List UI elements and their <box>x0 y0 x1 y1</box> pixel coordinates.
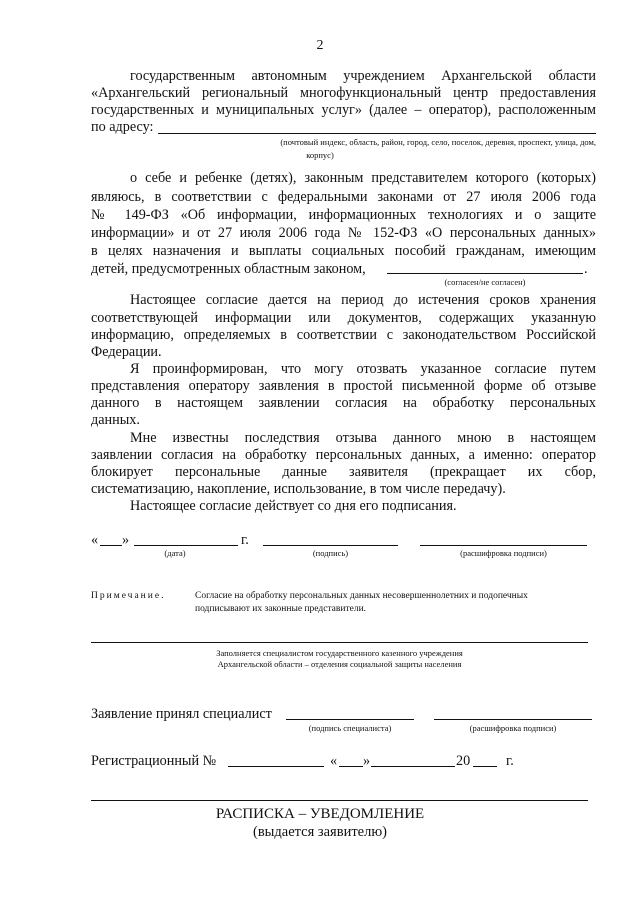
body-line: о себе и ребенке (детях), законным представителем которого (которых) <box>130 170 596 186</box>
reg-year-prefix: 20 <box>456 753 471 769</box>
body-line: № 149-ФЗ «Об информации, информационных технологиях и о защите <box>91 207 596 223</box>
body-line: «Архангельский региональный многофункциональный центр предоставления <box>91 85 596 101</box>
body-line: Федерации. <box>91 344 162 360</box>
address-hint: (почтовый индекс, область, район, город, село, поселок, деревня, проспект, улица, дом, <box>280 137 596 147</box>
body-line: Настоящее согласие действует со дня его подписания. <box>130 498 457 514</box>
date-year-suffix: г. <box>241 532 249 548</box>
reg-month-fill[interactable] <box>371 766 455 767</box>
body-line: данных. <box>91 412 140 428</box>
spec-decode-hint: (расшифровка подписи) <box>469 723 557 733</box>
consent-fill-line[interactable] <box>387 273 583 274</box>
body-line: информации» и от 27 июля 2006 года № 152-ФЗ «О персональных данных» <box>91 225 596 241</box>
date-hint: (дата) <box>164 548 186 558</box>
body-line: в целях назначения и выплаты социальных пособий гражданам, имеющим <box>91 243 596 259</box>
signature-hint: (подпись) <box>312 548 349 558</box>
receipt-title: РАСПИСКА – УВЕДОМЛЕНИЕ <box>215 806 425 822</box>
body-line: систематизацию, накопление, использование, в том числе передачу). <box>91 481 506 497</box>
address-hint-cont: корпус) <box>306 150 334 160</box>
reg-year-fill[interactable] <box>473 766 497 767</box>
consent-period: . <box>584 261 588 277</box>
specialist-decode-fill[interactable] <box>434 719 592 720</box>
note-text: подписывают их законные представители. <box>195 604 367 614</box>
section-divider <box>91 800 588 801</box>
date-quote-open: « <box>91 532 99 548</box>
body-line: государственным автономным учреждением Архангельской области <box>130 68 596 84</box>
spec-sign-hint: (подпись специалиста) <box>308 723 392 733</box>
note-label: Примечание. <box>91 591 166 601</box>
body-line: Я проинформирован, что могу отозвать указанное согласие путем <box>130 361 596 377</box>
reg-day-fill[interactable] <box>339 766 363 767</box>
date-month-fill[interactable] <box>134 545 238 546</box>
body-line: государственных и муниципальных услуг» (далее – оператор), расположенным <box>91 102 596 118</box>
fill-note: Архангельской области – отделения социальной защиты населения <box>217 659 462 669</box>
date-quote-close: » <box>122 532 130 548</box>
body-line: блокирует персональные данные заявителя (прекращает их сбор, <box>91 464 596 480</box>
reg-number-fill[interactable] <box>228 766 324 767</box>
body-line: Настоящее согласие дается на период до истечения сроков хранения <box>130 292 596 308</box>
date-day-fill[interactable] <box>100 545 122 546</box>
section-divider <box>91 642 588 643</box>
body-line: являюсь, в соответствии с федеральными законами от 27 июля 2006 года <box>91 189 596 205</box>
address-fill-line[interactable] <box>158 133 596 134</box>
address-label: по адресу: <box>91 119 154 135</box>
body-line: соответствующей информации или документов, содержащих указанную <box>91 310 596 326</box>
page-number: 2 <box>316 38 324 53</box>
fill-note: Заполняется специалистом государственного казенного учреждения <box>216 648 463 658</box>
accepted-label: Заявление принял специалист <box>91 706 272 722</box>
reg-year-suffix: г. <box>506 753 514 769</box>
reg-quote-open: « <box>330 753 338 769</box>
receipt-subtitle: (выдается заявителю) <box>252 824 388 840</box>
note-text: Согласие на обработку персональных данных несовершеннолетних и подопечных <box>195 591 528 601</box>
body-line: данного в настоящем заявлении согласия на обработку персональных <box>91 395 596 411</box>
consent-hint: (согласен/не согласен) <box>444 277 526 287</box>
body-line: представления оператору заявления в простой письменной форме об отзыве <box>91 378 596 394</box>
specialist-sign-fill[interactable] <box>286 719 414 720</box>
signature-decode-fill[interactable] <box>420 545 587 546</box>
body-line: Мне известны последствия отзыва данного мною в настоящем <box>130 430 596 446</box>
reg-quote-close: » <box>363 753 371 769</box>
body-line: информацию, определяемых в соответствии с законодательством Российской <box>91 327 596 343</box>
decode-hint: (расшифровка подписи) <box>460 548 547 558</box>
body-line: детей, предусмотренных областным законом, <box>91 261 366 277</box>
reg-label: Регистрационный № <box>91 753 217 769</box>
body-line: заявлении согласия на обработку персональных данных, а именно: оператор <box>91 447 596 463</box>
signature-fill[interactable] <box>263 545 398 546</box>
